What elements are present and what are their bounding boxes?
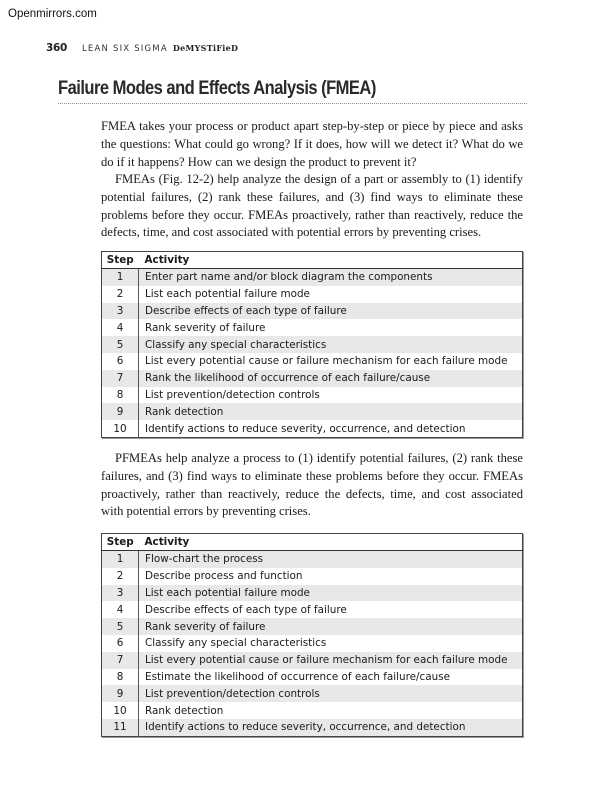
step-activity: List each potential failure mode	[139, 286, 523, 303]
column-header-activity: Activity	[139, 252, 523, 269]
step-number: 10	[102, 420, 139, 437]
step-number: 5	[102, 336, 139, 353]
section-divider	[58, 103, 527, 104]
table-row	[102, 635, 523, 652]
table-header-row	[102, 252, 523, 269]
step-number: 7	[102, 370, 139, 387]
step-activity: Rank severity of failure	[139, 618, 523, 635]
running-head	[46, 42, 238, 54]
table-header-row	[102, 534, 523, 551]
dfmea-steps-table	[101, 251, 523, 438]
step-activity: Flow-chart the process	[139, 551, 523, 568]
table-row	[102, 568, 523, 585]
step-number: 1	[102, 269, 139, 286]
step-activity: Identify actions to reduce severity, occurrence, and detection	[139, 719, 523, 736]
table-row	[102, 719, 523, 736]
step-activity: List every potential cause or failure mechanism for each failure mode	[139, 353, 523, 370]
table-row	[102, 336, 523, 353]
paragraph-dfmea: FMEAs (Fig. 12-2) help analyze the design of a part or assembly to (1) identify potential failures, (2) rank these failures, and (3) find ways to eliminate these problems before they occur. FMEAs proactively, rather than reactively, reduce the defects, time, and cost associated with potential errors by preventing crises.	[101, 172, 523, 240]
step-activity: Classify any special characteristics	[139, 336, 523, 353]
table-row	[102, 551, 523, 568]
step-activity: Identify actions to reduce severity, occurrence, and detection	[139, 420, 523, 437]
step-number: 11	[102, 719, 139, 736]
table-row	[102, 370, 523, 387]
step-activity: List prevention/detection controls	[139, 387, 523, 404]
step-number: 9	[102, 685, 139, 702]
step-number: 6	[102, 353, 139, 370]
step-activity: Enter part name and/or block diagram the components	[139, 269, 523, 286]
table-row	[102, 669, 523, 686]
step-activity: Rank detection	[139, 702, 523, 719]
pfmea-steps-table	[101, 533, 523, 737]
step-number: 3	[102, 585, 139, 602]
table-row	[102, 387, 523, 404]
step-activity: Describe effects of each type of failure	[139, 303, 523, 320]
step-activity: List each potential failure mode	[139, 585, 523, 602]
step-number: 7	[102, 652, 139, 669]
section-title: Failure Modes and Effects Analysis (FMEA)	[58, 78, 376, 99]
step-activity: Describe process and function	[139, 568, 523, 585]
table-row	[102, 403, 523, 420]
paragraph-pfmea: PFMEAs help analyze a process to (1) identify potential failures, (2) rank these failures, and (3) find ways to eliminate these problems before they occur. FMEAs proactively, rather than reactively, reduce the defects, time, and cost associated with potential errors by preventing crises.	[101, 451, 523, 519]
table-row	[102, 286, 523, 303]
table-row	[102, 353, 523, 370]
step-number: 8	[102, 669, 139, 686]
step-activity: List every potential cause or failure mechanism for each failure mode	[139, 652, 523, 669]
column-header-step: Step	[102, 252, 139, 269]
step-activity: Rank the likelihood of occurrence of each failure/cause	[139, 370, 523, 387]
page-number: 360	[46, 42, 68, 54]
step-activity: Rank detection	[139, 403, 523, 420]
step-number: 8	[102, 387, 139, 404]
step-activity: Estimate the likelihood of occurrence of each failure/cause	[139, 669, 523, 686]
table-row	[102, 618, 523, 635]
table-row	[102, 585, 523, 602]
table-row	[102, 319, 523, 336]
table-row	[102, 601, 523, 618]
step-activity: Classify any special characteristics	[139, 635, 523, 652]
table-row	[102, 269, 523, 286]
watermark: Openmirrors.com	[8, 8, 97, 20]
step-number: 4	[102, 319, 139, 336]
step-activity: List prevention/detection controls	[139, 685, 523, 702]
column-header-step: Step	[102, 534, 139, 551]
step-activity: Describe effects of each type of failure	[139, 601, 523, 618]
book-title: LEAN SIX SIGMA	[82, 44, 168, 54]
step-number: 10	[102, 702, 139, 719]
column-header-activity: Activity	[139, 534, 523, 551]
step-number: 2	[102, 568, 139, 585]
step-activity: Rank severity of failure	[139, 319, 523, 336]
step-number: 6	[102, 635, 139, 652]
paragraph-intro: FMEA takes your process or product apart step-by-step or piece by piece and asks the questions: What could go wrong? If it does, how will we detect it? What do we do if it happens? How can we design the product to prevent it?	[101, 119, 523, 169]
step-number: 9	[102, 403, 139, 420]
step-number: 2	[102, 286, 139, 303]
book-title-emphasis: DeMYSTiFieD	[172, 43, 239, 53]
step-number: 1	[102, 551, 139, 568]
table-row	[102, 652, 523, 669]
step-number: 3	[102, 303, 139, 320]
step-number: 4	[102, 601, 139, 618]
table-row	[102, 420, 523, 437]
table-row	[102, 702, 523, 719]
table-row	[102, 685, 523, 702]
table-row	[102, 303, 523, 320]
step-number: 5	[102, 618, 139, 635]
